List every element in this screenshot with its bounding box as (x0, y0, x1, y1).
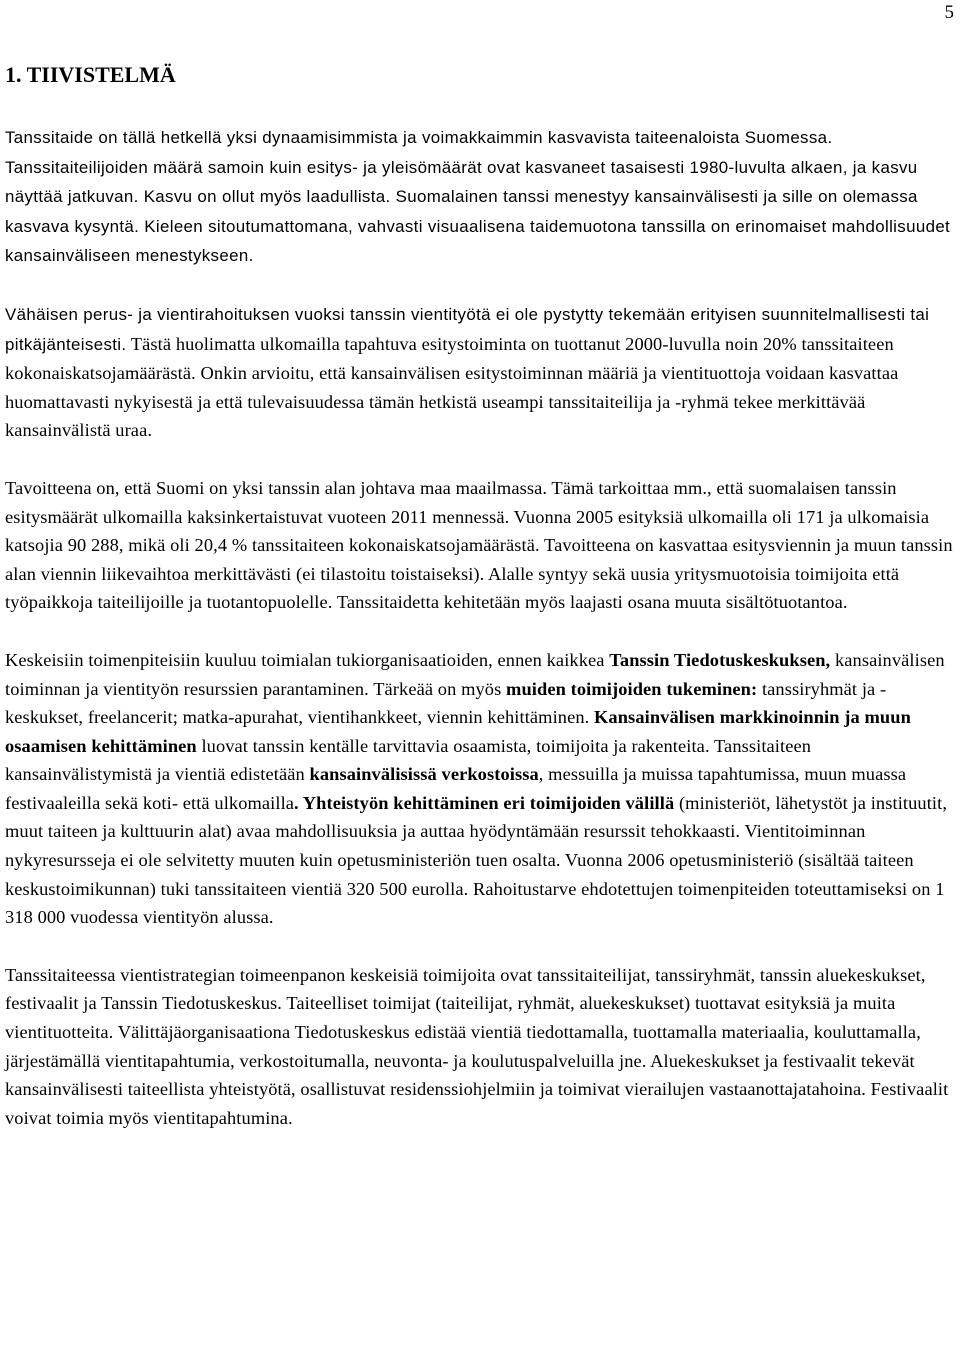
paragraph-2 (5, 300, 953, 445)
body-text: Tästä huolimatta ulkomailla tapahtuva esitystoiminta on tuottanut 2000-luvulla noin 20% tanssitaiteen kokonaiskatsojamäärästä. Onkin arvioitu, että kansainvälisen esitystoiminnan määriä ja vientituottoja voidaan kasvattaa huomattavasti nykyisestä ja että tulevaisuudessa tämän hetkistä useampi tanssitaiteilija ja -ryhmä tekee merkittävää kansainvälistä uraa. (5, 333, 899, 441)
body-text: luovat tanssin kentälle tarvittavia osaamista, toimijoita ja rakenteita. Tanssitaiteen kansainvälistymistä ja vientiä edistetään (5, 735, 812, 785)
body-text: , messuilla ja muissa tapahtumissa, muun muassa festivaaleilla sekä koti- että ulkomailla (5, 764, 907, 813)
paragraph-1 (5, 123, 953, 271)
paragraph-list (5, 123, 953, 1132)
paragraph-4 (5, 646, 953, 932)
page-number: 5 (944, 2, 954, 23)
body-text: kansainvälisen toiminnan ja vientityön resurssien parantaminen. Tärkeää on myös (5, 649, 945, 699)
body-text: Keskeisiin toimenpiteisiin kuuluu toimialan tukiorganisaatioiden, ennen kaikkea (5, 649, 610, 670)
document-body (5, 60, 953, 1161)
body-text: tanssiryhmät ja -keskukset, freelancerit; matka-apurahat, vientihankkeet, viennin kehittäminen. (5, 678, 887, 728)
emphasized-text: Kansainvälisen markkinoinnin ja muun osaamisen kehittäminen (5, 707, 911, 756)
emphasized-text: Tanssin Tiedotuskeskuksen, (609, 649, 831, 670)
emphasized-text: kansainvälisissä verkostoissa (309, 764, 539, 785)
emphasized-text: . Yhteistyön kehittäminen eri toimijoiden välillä (294, 792, 675, 813)
body-text: (ministeriöt, lähetystöt ja instituutit, muut taiteen ja kulttuurin alat) avaa mahdollisuuksia ja auttaa hyödyntämään resurssit tehokkaasti. Vientitoiminnan nykyresursseja ei ole selvitetty muuten kuin opetusministeriön tuen osalta. Vuonna 2006 opetusministeriö (sisältää taiteen keskustoimikunnan) tuki tanssitaiteen vientiä 320 500 eurolla. Rahoitustarve ehdotettujen toimenpiteiden toteuttamiseksi on 1 318 000 vuodessa vientityön alussa. (5, 792, 948, 928)
body-text: Tanssitaiteessa vientistrategian toimeenpanon keskeisiä toimijoita ovat tanssitaiteilijat, tanssiryhmät, tanssin aluekeskukset, festivaalit ja Tanssin Tiedotuskeskus. Taiteelliset toimijat (taiteilijat, ryhmät, aluekeskukset) tuottavat esityksiä ja muita vientituotteita. Välittäjäorganisaationa Tiedotuskeskus edistää vientiä tiedottamalla, tuottamalla materiaalia, kouluttamalla, järjestämällä vientitapahtumia, verkostoitumalla, neuvonta- ja koulutuspalveluilla jne. Aluekeskukset ja festivaalit tekevät kansainvälisesti taiteellista yhteistyötä, osallistuvat residenssiohjelmiin ja toimivat vierailujen vastaanottajatahoina. Festivaalit voivat toimia myös vientitapahtumina. (5, 964, 949, 1128)
body-text: Vähäisen perus- ja vientirahoituksen vuoksi tanssin vientityötä ei ole pystytty tekemään erityisen suunnitelmallisesti tai pitkäjänteisesti. (5, 304, 930, 354)
paragraph-5 (5, 961, 953, 1133)
emphasized-text: muiden toimijoiden tukeminen: (506, 678, 758, 699)
paragraph-3 (5, 474, 953, 617)
body-text: Tanssitaide on tällä hetkellä yksi dynaamisimmista ja voimakkaimmin kasvavista taiteenaloista Suomessa. Tanssitaiteilijoiden määrä samoin kuin esitys- ja yleisömäärät ovat kasvaneet tasaisesti 1980-luvulta alkaen, ja kasvu näyttää jatkuvan. Kasvu on ollut myös laadullista. Suomalainen tanssi menestyy kansainvälisesti ja sille on olemassa kasvava kysyntä. Kieleen sitoutumattomana, vahvasti visuaalisena taidemuotona tanssilla on erinomaiset mahdollisuudet kansainväliseen menestykseen. (5, 128, 951, 266)
body-text: Tavoitteena on, että Suomi on yksi tanssin alan johtava maa maailmassa. Tämä tarkoittaa mm., että suomalaisen tanssin esitysmäärät ulkomailla kaksinkertaistuvat vuoteen 2011 mennessä. Vuonna 2005 esityksiä ulkomailla oli 171 ja ulkomaisia katsojia 90 288, mikä oli 20,4 % tanssitaiteen kokonaiskatsojamäärästä. Tavoitteena on kasvattaa esitysviennin ja muun tanssin alan viennin liikevaihtoa merkittävästi (ei tilastoitu toistaiseksi). Alalle syntyy sekä uusia yritysmuotoisia toimijoita että työpaikkoja taiteilijoille ja tuotantopuolelle. Tanssitaidetta kehitetään myös laajasti osana muuta sisältötuotantoa. (5, 477, 953, 613)
section-heading: 1. TIIVISTELMÄ (5, 62, 176, 87)
